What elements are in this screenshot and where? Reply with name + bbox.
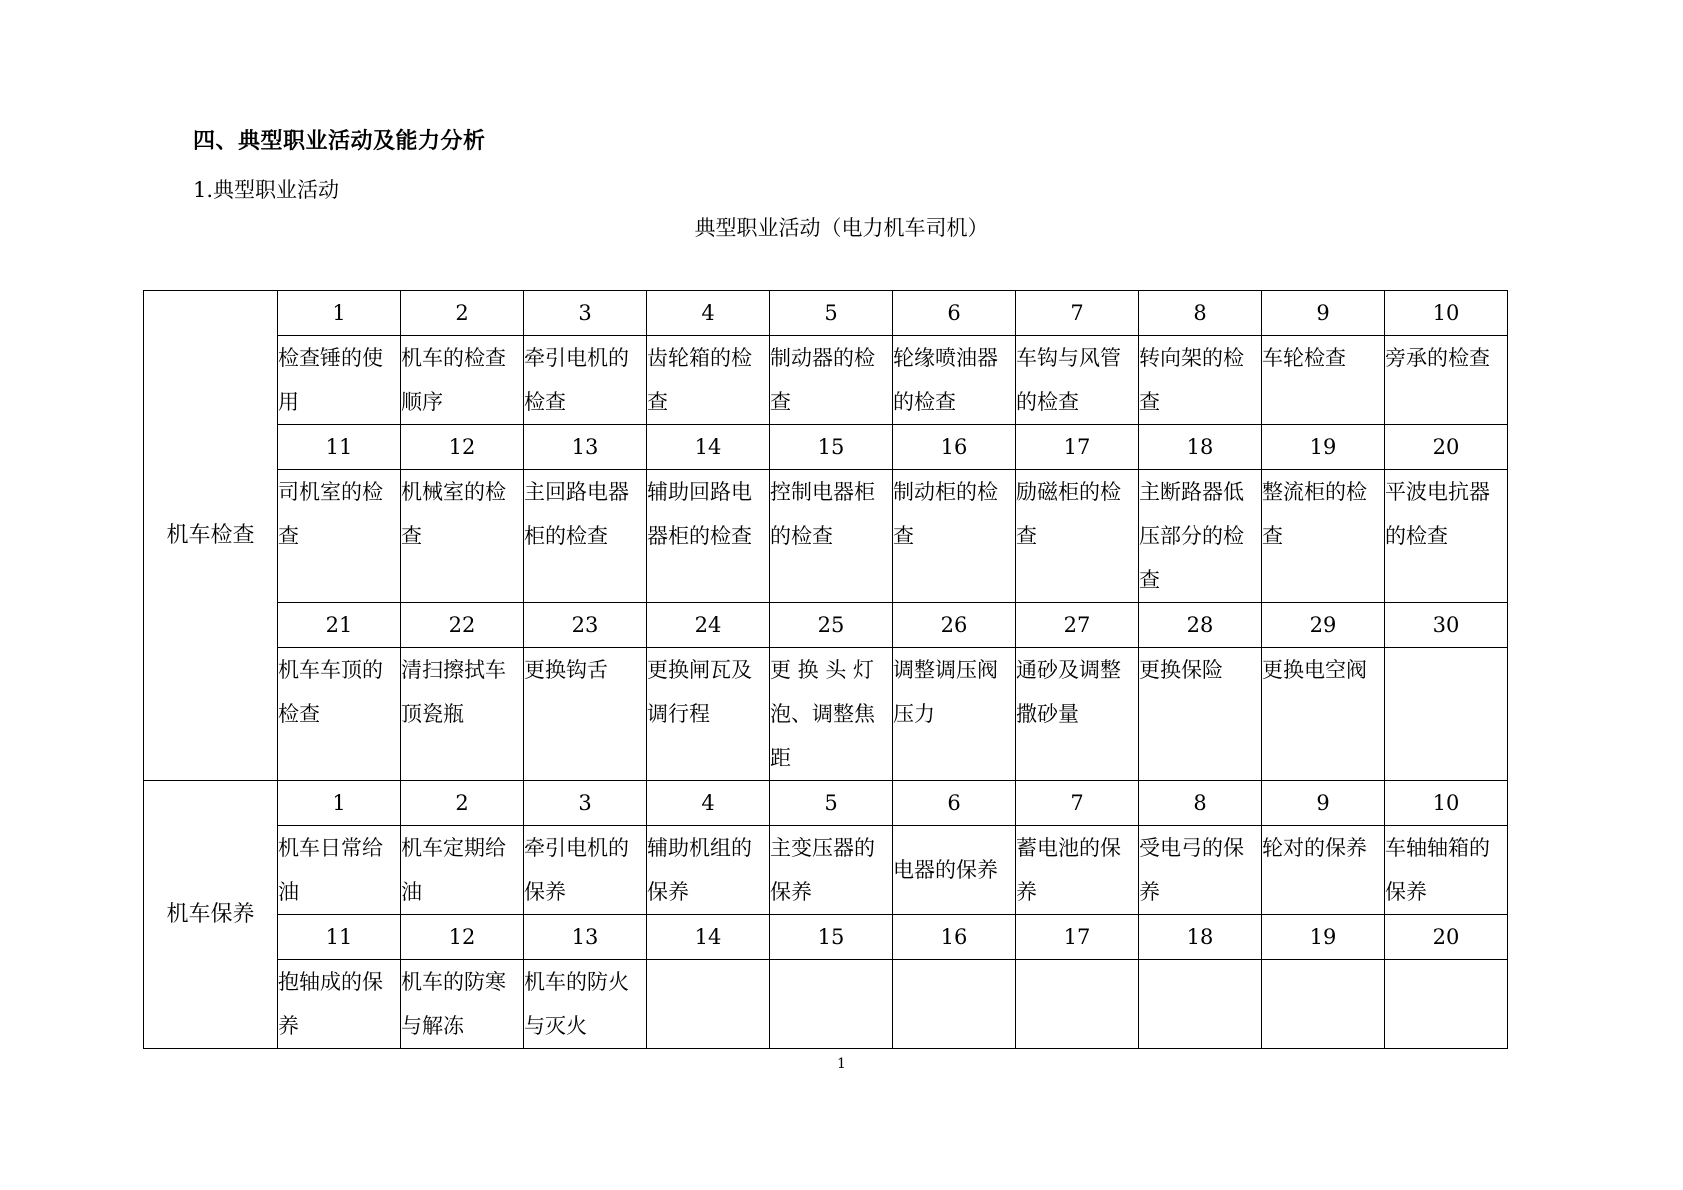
- table-caption: 典型职业活动（电力机车司机）: [694, 216, 989, 240]
- activity-number: 4: [647, 781, 770, 826]
- activity-number: 22: [401, 603, 524, 648]
- activity-number: 16: [893, 425, 1016, 470]
- activity-number: 12: [401, 425, 524, 470]
- activity-name: 更换闸瓦及调行程: [647, 648, 770, 781]
- activity-number: 4: [647, 291, 770, 336]
- number-row: [144, 425, 1508, 470]
- number-row: [144, 915, 1508, 960]
- activity-number: 15: [770, 425, 893, 470]
- activity-number: 20: [1385, 915, 1508, 960]
- activity-name: 调整调压阀压力: [893, 648, 1016, 781]
- activity-number: 23: [524, 603, 647, 648]
- activity-name: 主回路电器柜的检查: [524, 470, 647, 603]
- activity-number: 15: [770, 915, 893, 960]
- activity-number: 19: [1262, 915, 1385, 960]
- activity-number: 29: [1262, 603, 1385, 648]
- activity-name: 机械室的检查: [401, 470, 524, 603]
- activity-number: 12: [401, 915, 524, 960]
- activity-name: 辅助回路电器柜的检查: [647, 470, 770, 603]
- activity-number: 13: [524, 915, 647, 960]
- activity-number: 18: [1139, 915, 1262, 960]
- activity-number: 17: [1016, 915, 1139, 960]
- activity-name: 主变压器的保养: [770, 826, 893, 915]
- activity-number: 10: [1385, 291, 1508, 336]
- activity-number: 8: [1139, 781, 1262, 826]
- activity-number: 25: [770, 603, 893, 648]
- activity-number: 8: [1139, 291, 1262, 336]
- activity-name: 检查锤的使用: [278, 336, 401, 425]
- activity-name: 制动柜的检查: [893, 470, 1016, 603]
- activity-name: 机车的检查顺序: [401, 336, 524, 425]
- activity-row: [144, 960, 1508, 1049]
- activity-number: 9: [1262, 781, 1385, 826]
- activity-name: 机车的防寒与解冻: [401, 960, 524, 1049]
- activity-name: 更换保险: [1139, 648, 1262, 781]
- activity-name: 制动器的检查: [770, 336, 893, 425]
- activity-name: 齿轮箱的检查: [647, 336, 770, 425]
- activity-row: [144, 470, 1508, 603]
- activity-number: 24: [647, 603, 770, 648]
- activity-number: 16: [893, 915, 1016, 960]
- activity-number: 19: [1262, 425, 1385, 470]
- number-row: [144, 291, 1508, 336]
- activities-table: [143, 290, 1508, 1049]
- activity-number: 28: [1139, 603, 1262, 648]
- activity-name: 轮对的保养: [1262, 826, 1385, 915]
- activity-number: 20: [1385, 425, 1508, 470]
- activity-name: 辅助机组的保养: [647, 826, 770, 915]
- activity-number: 21: [278, 603, 401, 648]
- activity-number: 10: [1385, 781, 1508, 826]
- activity-number: 3: [524, 291, 647, 336]
- activity-name: 更 换 头 灯泡、调整焦距: [770, 648, 893, 781]
- activity-name: [1385, 648, 1508, 781]
- activity-name: 车钩与风管的检查: [1016, 336, 1139, 425]
- activity-name: 牵引电机的检查: [524, 336, 647, 425]
- activity-name: [770, 960, 893, 1049]
- activity-number: 5: [770, 291, 893, 336]
- activity-row: [144, 826, 1508, 915]
- activity-number: 11: [278, 425, 401, 470]
- number-row: [144, 603, 1508, 648]
- activity-row: [144, 648, 1508, 781]
- number-row: [144, 781, 1508, 826]
- section-heading: 四、典型职业活动及能力分析: [193, 128, 486, 154]
- activity-name: 平波电抗器的检查: [1385, 470, 1508, 603]
- activity-name: 控制电器柜的检查: [770, 470, 893, 603]
- activity-name: 整流柜的检查: [1262, 470, 1385, 603]
- activity-name: 电器的保养: [893, 826, 1016, 915]
- activity-name: [647, 960, 770, 1049]
- activity-number: 6: [893, 291, 1016, 336]
- activity-name: 机车定期给油: [401, 826, 524, 915]
- activity-name: 清扫擦拭车顶瓷瓶: [401, 648, 524, 781]
- activity-number: 9: [1262, 291, 1385, 336]
- activity-number: 26: [893, 603, 1016, 648]
- activity-row: [144, 336, 1508, 425]
- activity-name: 轮缘喷油器的检查: [893, 336, 1016, 425]
- activity-name: [1016, 960, 1139, 1049]
- activity-name: 主断路器低压部分的检查: [1139, 470, 1262, 603]
- activity-name: 机车日常给油: [278, 826, 401, 915]
- category-cell: 机车检查: [144, 291, 278, 781]
- activity-name: 转向架的检查: [1139, 336, 1262, 425]
- activity-number: 27: [1016, 603, 1139, 648]
- activity-name: 机车的防火与灭火: [524, 960, 647, 1049]
- activity-name: 抱轴成的保养: [278, 960, 401, 1049]
- activity-number: 11: [278, 915, 401, 960]
- activity-name: [1139, 960, 1262, 1049]
- activity-number: 1: [278, 781, 401, 826]
- activity-name: 旁承的检查: [1385, 336, 1508, 425]
- activity-number: 7: [1016, 781, 1139, 826]
- activity-number: 30: [1385, 603, 1508, 648]
- activity-number: 2: [401, 291, 524, 336]
- page-number: 1: [837, 1056, 846, 1072]
- activity-name: 车轮检查: [1262, 336, 1385, 425]
- activity-number: 14: [647, 425, 770, 470]
- activity-number: 17: [1016, 425, 1139, 470]
- subsection-heading: 1.典型职业活动: [193, 178, 340, 202]
- activity-name: 通砂及调整撒砂量: [1016, 648, 1139, 781]
- category-cell: 机车保养: [144, 781, 278, 1049]
- activity-name: 受电弓的保养: [1139, 826, 1262, 915]
- activity-number: 1: [278, 291, 401, 336]
- activity-number: 2: [401, 781, 524, 826]
- activity-number: 5: [770, 781, 893, 826]
- activity-name: 更换电空阀: [1262, 648, 1385, 781]
- activity-name: 车轴轴箱的保养: [1385, 826, 1508, 915]
- activity-name: [893, 960, 1016, 1049]
- activity-name: 牵引电机的保养: [524, 826, 647, 915]
- activity-name: 蓄电池的保养: [1016, 826, 1139, 915]
- activity-number: 18: [1139, 425, 1262, 470]
- activity-name: 励磁柜的检查: [1016, 470, 1139, 603]
- activity-name: 机车车顶的检查: [278, 648, 401, 781]
- activity-name: 更换钩舌: [524, 648, 647, 781]
- activity-number: 3: [524, 781, 647, 826]
- activity-name: 司机室的检查: [278, 470, 401, 603]
- activity-number: 13: [524, 425, 647, 470]
- activity-number: 14: [647, 915, 770, 960]
- activity-name: [1385, 960, 1508, 1049]
- activity-name: [1262, 960, 1385, 1049]
- activity-number: 6: [893, 781, 1016, 826]
- activity-number: 7: [1016, 291, 1139, 336]
